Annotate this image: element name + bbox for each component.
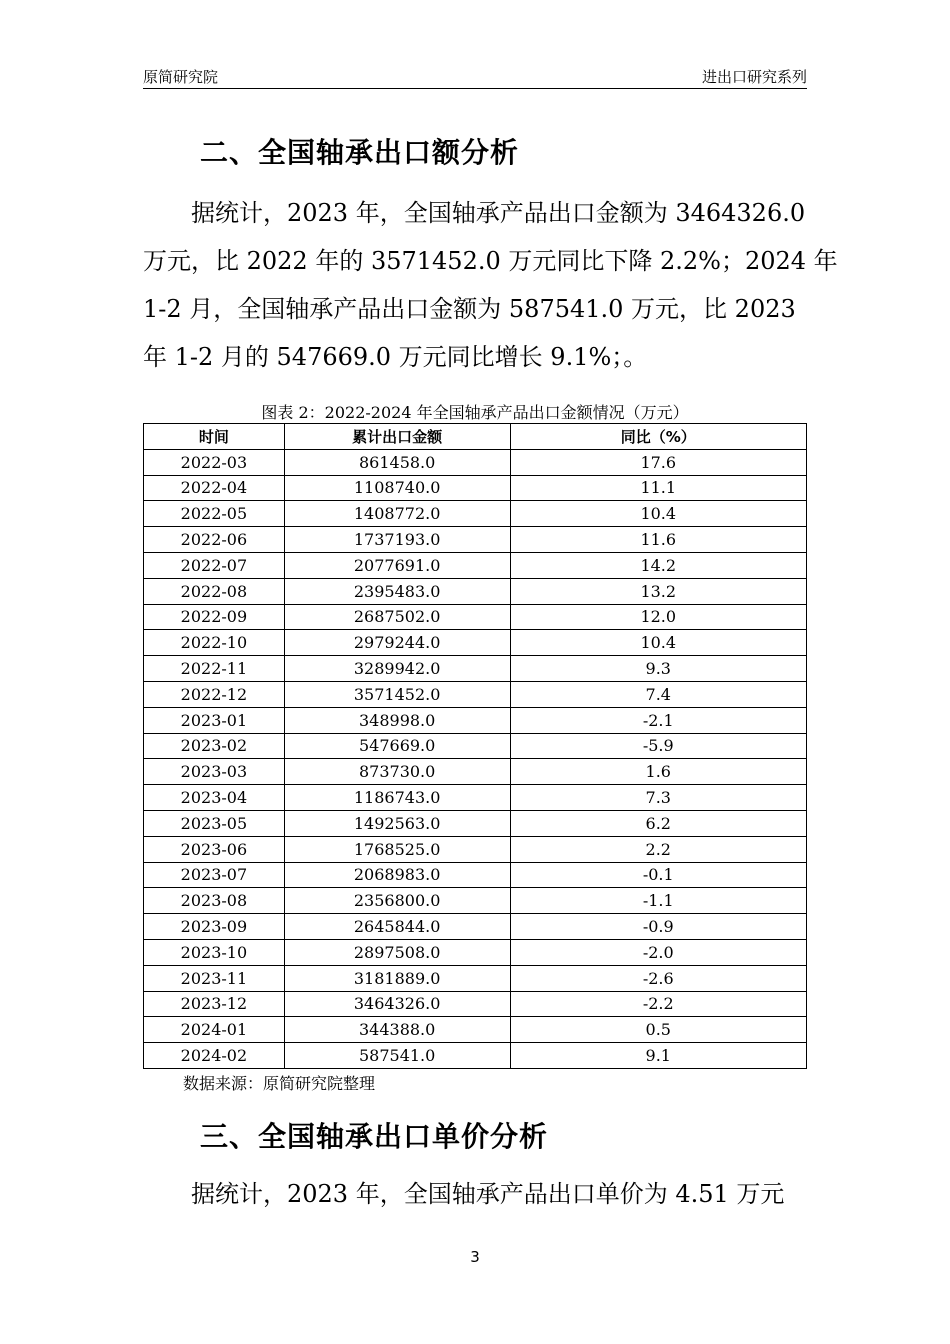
cell-yoy: -2.6 [510, 965, 807, 991]
table-row [144, 681, 807, 707]
paragraph-line: 1-2 月，全国轴承产品出口金额为 587541.0 万元，比 2023 [143, 295, 796, 323]
cell-time: 2023-08 [144, 888, 285, 914]
page-number: 3 [470, 1248, 480, 1266]
table-row [144, 552, 807, 578]
cell-time: 2023-04 [144, 785, 285, 811]
cell-time: 2022-10 [144, 630, 285, 656]
cell-yoy: -0.1 [510, 862, 807, 888]
section-3-paragraph [143, 1170, 807, 1218]
cell-yoy: 9.3 [510, 656, 807, 682]
cell-yoy: -2.0 [510, 939, 807, 965]
cell-cumulative-amount: 2068983.0 [284, 862, 510, 888]
cell-yoy: 11.1 [510, 475, 807, 501]
cell-yoy: 7.3 [510, 785, 807, 811]
table-row [144, 965, 807, 991]
cell-cumulative-amount: 1108740.0 [284, 475, 510, 501]
cell-time: 2023-09 [144, 914, 285, 940]
cell-yoy: 0.5 [510, 1017, 807, 1043]
column-header-cumulative-amount: 累计出口金额 [284, 424, 510, 450]
table-body [144, 449, 807, 1068]
table-row [144, 914, 807, 940]
cell-yoy: -5.9 [510, 733, 807, 759]
section-3-heading: 三、全国轴承出口单价分析 [200, 1120, 549, 1153]
table-row [144, 862, 807, 888]
table-row [144, 836, 807, 862]
cell-cumulative-amount: 3464326.0 [284, 991, 510, 1017]
cell-time: 2024-01 [144, 1017, 285, 1043]
table-row [144, 630, 807, 656]
cell-time: 2024-02 [144, 1043, 285, 1069]
cell-yoy: 11.6 [510, 527, 807, 553]
cell-cumulative-amount: 2897508.0 [284, 939, 510, 965]
cell-time: 2022-04 [144, 475, 285, 501]
cell-cumulative-amount: 2395483.0 [284, 578, 510, 604]
cell-yoy: 2.2 [510, 836, 807, 862]
cell-time: 2022-12 [144, 681, 285, 707]
cell-cumulative-amount: 1492563.0 [284, 810, 510, 836]
cell-cumulative-amount: 1408772.0 [284, 501, 510, 527]
cell-yoy: -0.9 [510, 914, 807, 940]
cell-time: 2022-09 [144, 604, 285, 630]
column-header-time: 时间 [144, 424, 285, 450]
cell-yoy: 12.0 [510, 604, 807, 630]
cell-yoy: 10.4 [510, 501, 807, 527]
cell-time: 2022-05 [144, 501, 285, 527]
section-2-heading: 二、全国轴承出口额分析 [200, 136, 520, 169]
cell-time: 2022-03 [144, 449, 285, 475]
cell-cumulative-amount: 861458.0 [284, 449, 510, 475]
table-row [144, 475, 807, 501]
cell-yoy: 13.2 [510, 578, 807, 604]
cell-cumulative-amount: 2356800.0 [284, 888, 510, 914]
cell-time: 2023-03 [144, 759, 285, 785]
cell-cumulative-amount: 3289942.0 [284, 656, 510, 682]
cell-time: 2023-11 [144, 965, 285, 991]
cell-cumulative-amount: 1768525.0 [284, 836, 510, 862]
cell-cumulative-amount: 873730.0 [284, 759, 510, 785]
cell-cumulative-amount: 547669.0 [284, 733, 510, 759]
table-row [144, 888, 807, 914]
cell-yoy: -2.2 [510, 991, 807, 1017]
header-divider [143, 88, 807, 89]
cell-time: 2023-02 [144, 733, 285, 759]
cell-cumulative-amount: 348998.0 [284, 707, 510, 733]
cell-cumulative-amount: 3181889.0 [284, 965, 510, 991]
table-source-note: 数据来源：原简研究院整理 [183, 1074, 376, 1093]
header-right-series: 进出口研究系列 [701, 68, 807, 86]
table-row [144, 449, 807, 475]
table-row [144, 501, 807, 527]
table-row [144, 939, 807, 965]
cell-time: 2022-07 [144, 552, 285, 578]
cell-yoy: 17.6 [510, 449, 807, 475]
paragraph-line: 年 1-2 月的 547669.0 万元同比增长 9.1%；。 [143, 343, 648, 371]
cell-yoy: 10.4 [510, 630, 807, 656]
table-row [144, 707, 807, 733]
table-row [144, 578, 807, 604]
cell-time: 2022-06 [144, 527, 285, 553]
cell-yoy: 6.2 [510, 810, 807, 836]
cell-time: 2023-07 [144, 862, 285, 888]
cell-yoy: -1.1 [510, 888, 807, 914]
table-caption: 图表 2：2022-2024 年全国轴承产品出口金额情况（万元） [261, 403, 689, 422]
cell-cumulative-amount: 2979244.0 [284, 630, 510, 656]
cell-cumulative-amount: 344388.0 [284, 1017, 510, 1043]
cell-time: 2023-01 [144, 707, 285, 733]
cell-cumulative-amount: 1737193.0 [284, 527, 510, 553]
paragraph-line: 据统计，2023 年，全国轴承产品出口单价为 4.51 万元 [143, 1180, 785, 1208]
table-row [144, 1017, 807, 1043]
cell-cumulative-amount: 587541.0 [284, 1043, 510, 1069]
cell-time: 2023-06 [144, 836, 285, 862]
table-row [144, 1043, 807, 1069]
cell-time: 2023-10 [144, 939, 285, 965]
cell-time: 2023-12 [144, 991, 285, 1017]
table-row [144, 656, 807, 682]
cell-time: 2022-11 [144, 656, 285, 682]
cell-yoy: 1.6 [510, 759, 807, 785]
cell-yoy: 7.4 [510, 681, 807, 707]
cell-time: 2023-05 [144, 810, 285, 836]
cell-yoy: 14.2 [510, 552, 807, 578]
header-left-org: 原简研究院 [143, 68, 219, 86]
cell-yoy: 9.1 [510, 1043, 807, 1069]
table-row [144, 604, 807, 630]
cell-cumulative-amount: 2687502.0 [284, 604, 510, 630]
table-row [144, 527, 807, 553]
cell-yoy: -2.1 [510, 707, 807, 733]
export-amount-table [143, 423, 807, 1069]
cell-cumulative-amount: 2077691.0 [284, 552, 510, 578]
table-row [144, 785, 807, 811]
table-header-row [144, 424, 807, 450]
paragraph-line: 万元，比 2022 年的 3571452.0 万元同比下降 2.2%；2024 年 [143, 247, 838, 275]
table-row [144, 733, 807, 759]
section-2-paragraph [143, 189, 838, 381]
column-header-yoy: 同比（%） [510, 424, 807, 450]
paragraph-line: 据统计，2023 年，全国轴承产品出口金额为 3464326.0 [143, 199, 806, 227]
table-row [144, 810, 807, 836]
table-row [144, 759, 807, 785]
table-row [144, 991, 807, 1017]
cell-cumulative-amount: 1186743.0 [284, 785, 510, 811]
cell-cumulative-amount: 2645844.0 [284, 914, 510, 940]
cell-time: 2022-08 [144, 578, 285, 604]
cell-cumulative-amount: 3571452.0 [284, 681, 510, 707]
